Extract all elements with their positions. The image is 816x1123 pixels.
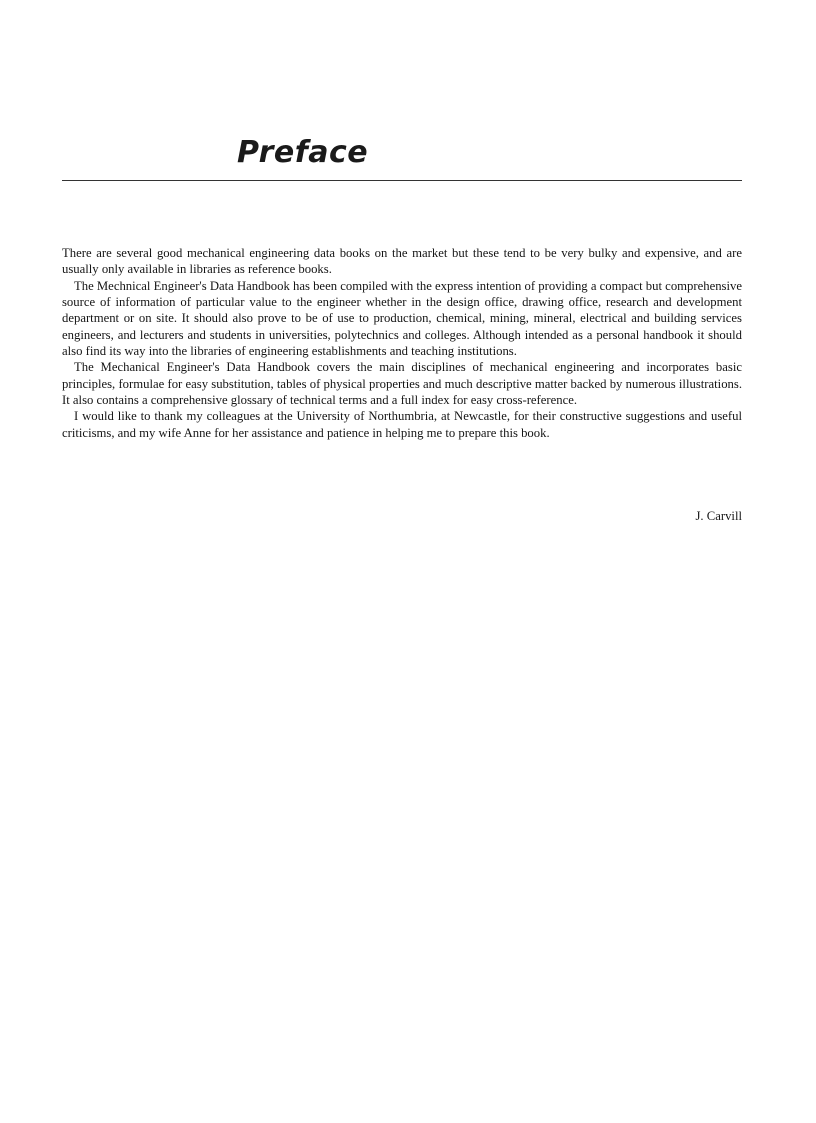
- paragraph-3: The Mechanical Engineer's Data Handbook covers the main disciplines of mechanical engineering and incorporates basic principles, formulae for easy substitution, tables of physical properties and much descriptive matter backed by numerous illustrations. It also contains a comprehensive glossary of technical terms and a full index for easy cross-reference.: [62, 360, 742, 408]
- paragraph-4: I would like to thank my colleagues at the University of Northumbria, at Newcastle, for their constructive suggestions and useful criticisms, and my wife Anne for her assistance and patience in helping me to prepare this book.: [62, 409, 742, 440]
- preface-body: [62, 245, 742, 441]
- title-divider: [62, 180, 742, 181]
- paragraph-1: There are several good mechanical engineering data books on the market but these tend to be very bulky and expensive, and are usually only available in libraries as reference books.: [62, 246, 742, 277]
- page-title: Preface: [237, 135, 369, 170]
- paragraph-2: The Mechnical Engineer's Data Handbook has been compiled with the express intention of providing a compact but comprehensive source of information of particular value to the engineer whether in the design office, drawing office, research and development department or on site. It should also prove to be of use to production, chemical, mining, mineral, electrical and building services engineers, and lecturers and students in universities, polytechnics and colleges. Although intended as a personal handbook it should also find its way into the libraries of engineering establishments and teaching institutions.: [62, 278, 742, 359]
- author-signature: J. Carvill: [695, 509, 742, 523]
